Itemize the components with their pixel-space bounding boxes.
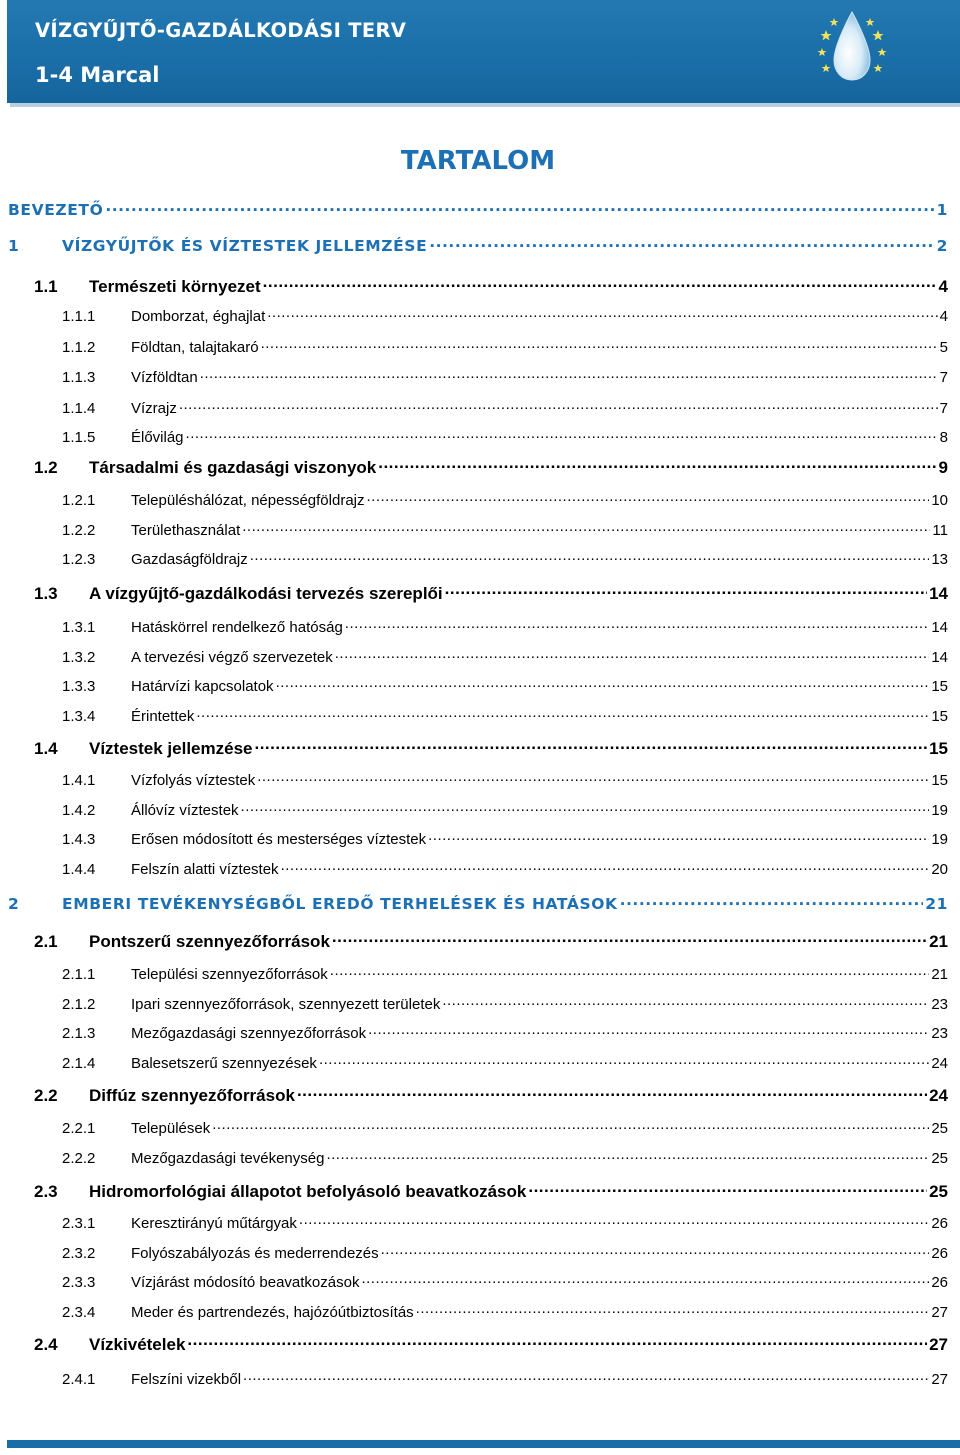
toc-entry-title: Településhálózat, népességföldrajz [131, 492, 365, 509]
toc-entry-number: 1.3.3 [62, 678, 96, 695]
toc-dot-leader [212, 1118, 929, 1133]
toc-entry[interactable] [62, 337, 948, 356]
toc-dot-leader [254, 737, 927, 754]
toc-entry-number: 2.1.4 [62, 1055, 96, 1072]
toc-entry-page: 15 [931, 678, 948, 695]
toc-entry[interactable] [62, 367, 948, 386]
toc-entry-title: Természeti környezet [89, 277, 261, 296]
toc-entry[interactable] [34, 456, 948, 478]
toc-entry-page: 25 [931, 1150, 948, 1167]
toc-dot-leader [250, 549, 930, 564]
toc-entry-title: Vízrajz [131, 400, 177, 417]
toc-entry[interactable] [62, 770, 948, 789]
toc-entry-page: 26 [931, 1245, 948, 1262]
toc-entry-title: Vízföldtan [131, 369, 198, 386]
toc-entry-page: 27 [929, 1335, 948, 1354]
toc-entry[interactable] [34, 1333, 948, 1355]
toc-dot-leader [416, 1302, 930, 1317]
toc-dot-leader [528, 1180, 927, 1197]
toc-entry-number: 1.4.4 [62, 861, 96, 878]
toc-entry[interactable] [8, 893, 948, 913]
toc-entry-number: 1.2.2 [62, 522, 96, 539]
toc-entry-title: Pontszerű szennyezőforrások [89, 932, 330, 951]
toc-entry-title: Folyószabályozás és mederrendezés [131, 1245, 379, 1262]
toc-title-text: TARTALOM [400, 146, 556, 176]
toc-entry-number: 2.1.3 [62, 1025, 96, 1042]
toc-entry[interactable] [34, 737, 948, 759]
toc-dot-leader [105, 199, 934, 215]
toc-entry[interactable] [62, 829, 948, 848]
footer-bar [7, 1440, 960, 1448]
toc-entry-number: 1.4.1 [62, 772, 96, 789]
toc-dot-leader [297, 1084, 927, 1101]
toc-entry-number: 2.3.4 [62, 1304, 96, 1321]
toc-entry-number: 1.3.4 [62, 708, 96, 725]
toc-entry-page: 9 [938, 458, 948, 477]
toc-dot-leader [335, 647, 930, 662]
toc-entry-title: Mezőgazdasági tevékenység [131, 1150, 325, 1167]
toc-entry-page: 26 [931, 1215, 948, 1232]
toc-entry-title: A vízgyűjtő-gazdálkodási tervezés szereplői [89, 584, 443, 603]
toc-entry-number: 2.4 [34, 1335, 58, 1354]
toc-entry[interactable] [34, 582, 948, 604]
toc-dot-leader [267, 306, 937, 321]
water-drop-logo-icon [812, 8, 892, 88]
toc-entry-page: 25 [929, 1182, 948, 1201]
toc-dot-leader [186, 427, 938, 442]
toc-entry-page: 25 [931, 1120, 948, 1137]
toc-dot-leader [330, 964, 930, 979]
toc-entry-number: 1 [8, 236, 20, 255]
toc-entry-number: 2.1.1 [62, 966, 96, 983]
toc-entry-number: 1.2.1 [62, 492, 96, 509]
toc-entry-title: Felszíni vizekből [131, 1371, 242, 1388]
toc-entry[interactable] [62, 676, 948, 695]
toc-entry-number: 1.1.1 [62, 308, 96, 325]
toc-entry-number: 1.1 [34, 277, 58, 296]
toc-entry-page: 20 [931, 861, 948, 878]
toc-entry-page: 15 [931, 772, 948, 789]
toc-entry[interactable] [62, 706, 948, 725]
toc-entry-title: Vízjárást módosító beavatkozások [131, 1274, 360, 1291]
toc-entry-title: Erősen módosított és mesterséges víztestek [131, 831, 427, 848]
toc-entry[interactable] [8, 235, 948, 255]
toc-entry[interactable] [62, 490, 948, 509]
toc-entry[interactable] [62, 859, 948, 878]
toc-dot-leader [299, 1213, 929, 1228]
toc-dot-leader [241, 800, 930, 815]
toc-entry-title: Élővilág [131, 429, 184, 446]
toc-dot-leader [428, 829, 929, 844]
toc-entry-page: 14 [929, 584, 948, 603]
toc-entry[interactable] [62, 306, 948, 325]
toc-entry[interactable] [62, 1272, 948, 1291]
toc-entry-title: Területhasználat [131, 522, 241, 539]
toc-dot-leader [200, 367, 938, 382]
toc-entry-page: 21 [929, 932, 948, 951]
toc-entry-number: 2.4.1 [62, 1371, 96, 1388]
toc-entry[interactable] [62, 1023, 948, 1042]
toc-entry-number: 1.1.4 [62, 400, 96, 417]
toc-entry-title: Keresztirányú műtárgyak [131, 1215, 297, 1232]
toc-entry-page: 5 [939, 339, 948, 356]
toc-dot-leader [196, 706, 929, 721]
toc-entry-page: 23 [931, 1025, 948, 1042]
toc-entry[interactable] [34, 1180, 948, 1202]
toc-dot-leader [276, 676, 930, 691]
toc-dot-leader [345, 617, 930, 632]
toc-entry-title: Földtan, talajtakaró [131, 339, 259, 356]
toc-entry[interactable] [34, 1084, 948, 1106]
toc-entry-page: 21 [931, 966, 948, 983]
toc-dot-leader [620, 893, 924, 909]
toc-entry-page: 15 [931, 708, 948, 725]
toc-entry-number: 1.2 [34, 458, 58, 477]
toc-entry-title: Települési szennyezőforrások [131, 966, 328, 983]
toc-dot-leader [319, 1053, 929, 1068]
toc-entry-page: 7 [939, 369, 948, 386]
toc-entry-page: 27 [931, 1304, 948, 1321]
toc-entry-title: Települések [131, 1120, 211, 1137]
toc-entry-title: Hatáskörrel rendelkező hatóság [131, 619, 343, 636]
toc-entry-page: 15 [929, 739, 948, 758]
toc-dot-leader [187, 1333, 927, 1350]
toc-dot-leader [261, 337, 938, 352]
toc-entry[interactable] [62, 1148, 948, 1167]
toc-entry-page: 21 [925, 894, 948, 913]
toc-entry-title: A tervezési végző szervezetek [131, 649, 333, 666]
toc-entry-number: 2.2.2 [62, 1150, 96, 1167]
toc-entry-title: EMBERI TEVÉKENYSÉGBŐL EREDŐ TERHELÉSEK ÉS HATÁSOK [62, 894, 618, 913]
header-title: 1-4 Marcal [35, 63, 160, 87]
toc-entry[interactable] [62, 617, 948, 636]
toc-entry-page: 23 [931, 996, 948, 1013]
toc-entry-page: 19 [931, 831, 948, 848]
toc-dot-leader [257, 770, 929, 785]
toc-entry-title: Társadalmi és gazdasági viszonyok [89, 458, 377, 477]
toc-entry-number: 2.3.3 [62, 1274, 96, 1291]
toc-dot-leader [243, 1369, 929, 1384]
toc-entry-page: 10 [931, 492, 948, 509]
toc-entry-page: 4 [939, 308, 948, 325]
toc-dot-leader [445, 582, 927, 599]
toc-entry-number: 2.2 [34, 1086, 58, 1105]
toc-entry-number: 1.4 [34, 739, 58, 758]
toc-dot-leader [361, 1272, 929, 1287]
toc-entry-page: 27 [931, 1371, 948, 1388]
toc-entry-number: 2.3.2 [62, 1245, 96, 1262]
toc-entry-number: 2.1.2 [62, 996, 96, 1013]
toc-entry-number: 1.4.3 [62, 831, 96, 848]
toc-entry[interactable] [62, 1118, 948, 1137]
toc-entry[interactable] [62, 1243, 948, 1262]
toc-entry-number: 2.3.1 [62, 1215, 96, 1232]
toc-entry[interactable] [62, 520, 948, 539]
toc-entry-number: 1.1.2 [62, 339, 96, 356]
toc-entry[interactable] [62, 1213, 948, 1232]
toc-entry-page: 4 [938, 277, 948, 296]
toc-entry[interactable] [62, 1369, 948, 1388]
toc-entry-title: Vízfolyás víztestek [131, 772, 256, 789]
toc-entry-title: Ipari szennyezőforrások, szennyezett területek [131, 996, 441, 1013]
toc-dot-leader [367, 490, 930, 505]
toc-entry-number: 2.1 [34, 932, 58, 951]
toc-dot-leader [381, 1243, 930, 1258]
toc-dot-leader [332, 930, 927, 947]
toc-entry[interactable] [62, 427, 948, 446]
toc-entry-title: Diffúz szennyezőforrások [89, 1086, 295, 1105]
toc-dot-leader [429, 235, 934, 251]
toc-entry-number: 1.2.3 [62, 551, 96, 568]
toc-entry-number: 1.1.5 [62, 429, 96, 446]
toc-entry[interactable] [62, 549, 948, 568]
toc-entry-title: Domborzat, éghajlat [131, 308, 266, 325]
toc-entry[interactable] [34, 275, 948, 297]
document-header [7, 0, 960, 103]
toc-entry-page: 7 [939, 400, 948, 417]
toc-dot-leader [442, 994, 929, 1009]
toc-entry-title: Mezőgazdasági szennyezőforrások [131, 1025, 367, 1042]
toc-entry-number: 1.4.2 [62, 802, 96, 819]
toc-entry-title: BEVEZETŐ [8, 200, 104, 219]
toc-entry[interactable] [62, 964, 948, 983]
toc-entry-title: Vízkivételek [89, 1335, 186, 1354]
toc-entry-title: Határvízi kapcsolatok [131, 678, 274, 695]
toc-entry-number: 1.3.1 [62, 619, 96, 636]
toc-entry-number: 1.3.2 [62, 649, 96, 666]
toc-entry-page: 13 [931, 551, 948, 568]
toc-entry[interactable] [62, 1053, 948, 1072]
toc-dot-leader [281, 859, 930, 874]
toc-dot-leader [242, 520, 930, 535]
toc-entry-page: 1 [936, 200, 948, 219]
toc-entry-page: 11 [932, 522, 948, 539]
toc-entry-page: 24 [931, 1055, 948, 1072]
toc-entry[interactable] [62, 800, 948, 819]
toc-entry-page: 8 [939, 429, 948, 446]
toc-dot-leader [326, 1148, 929, 1163]
toc-dot-leader [368, 1023, 929, 1038]
toc-entry[interactable] [8, 199, 948, 219]
toc-dot-leader [378, 456, 936, 473]
toc-entry-title: Meder és partrendezés, hajózóútbiztosítás [131, 1304, 414, 1321]
toc-dot-leader [179, 398, 938, 413]
toc-entry-page: 14 [931, 649, 948, 666]
toc-entry[interactable] [62, 398, 948, 417]
toc-entry-title: VÍZGYŰJTŐK ÉS VÍZTESTEK JELLEMZÉSE [62, 236, 428, 255]
toc-entry-title: Víztestek jellemzése [89, 739, 253, 758]
toc-entry-page: 14 [931, 619, 948, 636]
toc-entry-number: 2.2.1 [62, 1120, 96, 1137]
toc-entry-page: 2 [936, 236, 948, 255]
toc-dot-leader [263, 275, 937, 292]
toc-entry-page: 19 [931, 802, 948, 819]
toc-entry-title: Felszín alatti víztestek [131, 861, 279, 878]
toc-entry-number: 1.3 [34, 584, 58, 603]
toc-entry[interactable] [34, 930, 948, 952]
toc-entry-number: 1.1.3 [62, 369, 96, 386]
header-subtitle: VÍZGYŰJTŐ-GAZDÁLKODÁSI TERV [35, 19, 407, 42]
toc-entry-page: 24 [929, 1086, 948, 1105]
toc-entry-title: Érintettek [131, 708, 195, 725]
toc-entry[interactable] [62, 1302, 948, 1321]
toc-entry-title: Hidromorfológiai állapotot befolyásoló beavatkozások [89, 1182, 527, 1201]
toc-entry[interactable] [62, 647, 948, 666]
toc-entry-title: Gazdaságföldrajz [131, 551, 248, 568]
toc-entry-number: 2 [8, 894, 20, 913]
toc-title [0, 146, 960, 176]
toc-entry[interactable] [62, 994, 948, 1013]
toc-entry-title: Állóvíz víztestek [131, 802, 239, 819]
toc-entry-page: 26 [931, 1274, 948, 1291]
toc-entry-number: 2.3 [34, 1182, 58, 1201]
toc-entry-title: Balesetszerű szennyezések [131, 1055, 317, 1072]
